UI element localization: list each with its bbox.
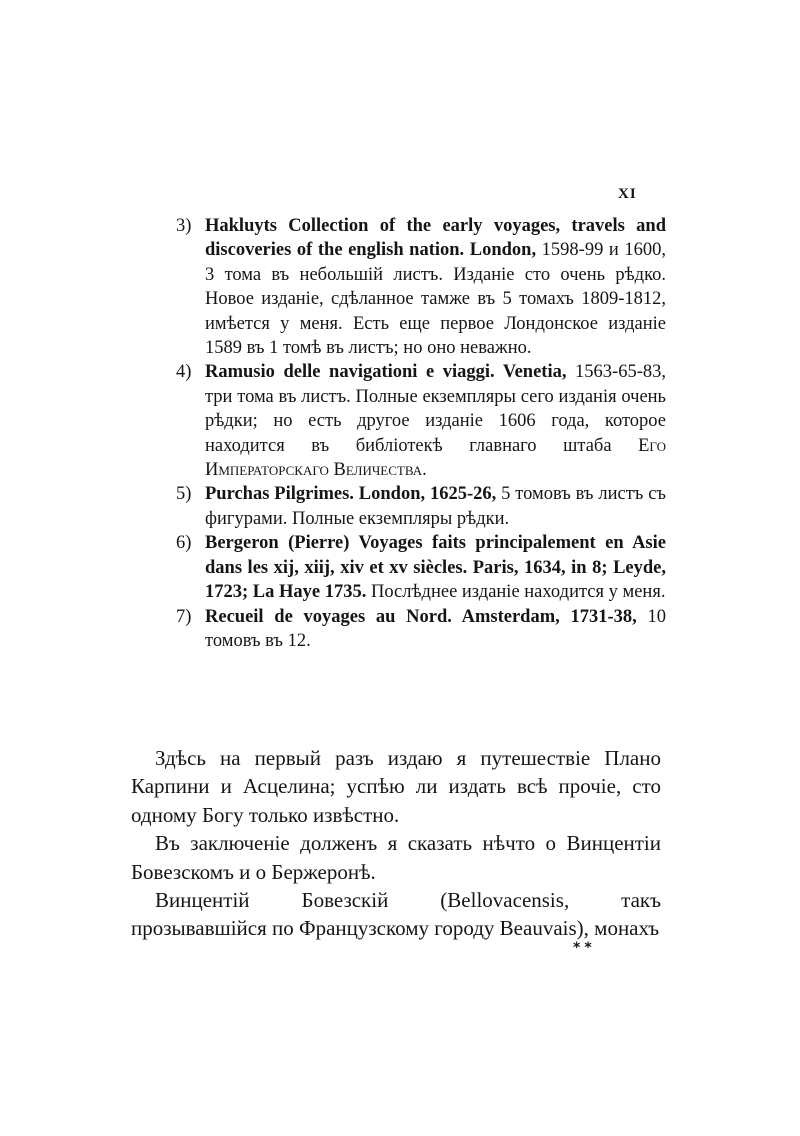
item-title: Purchas Pilgrimes. London, 1625-26,: [205, 484, 497, 505]
paragraph: Здѣсь на первый разъ издаю я путешествіе Плано Карпини и Асцелина; успѣю ли издать всѣ прочіе, сто одному Богу только извѣстно.: [131, 746, 661, 827]
item-number: 3): [176, 216, 192, 236]
bibliography-item-6: [176, 531, 666, 604]
item-title: Hakluyts Collection of the early voyages, travels and discoveries of the english nation. London,: [205, 216, 666, 261]
item-description: 1598-99 и 1600, 3 тома въ небольшій листъ. Изданіе сто очень рѣдко. Новое изданіе, сдѣланное тамже въ 5 томахъ 1809-1812, имѣется у меня. Есть еще первое Лондонское изданіе 1589 въ 1 томѣ въ листъ; но оно неважно.: [205, 240, 666, 359]
paragraph: Въ заключеніе долженъ я сказать нѣчто о Винцентіи Бовезскомъ и о Бержеронѣ.: [131, 831, 661, 884]
item-smallcaps: Его Императорскаго Величества.: [205, 435, 666, 481]
signature-mark: **: [573, 940, 596, 956]
item-number: 5): [176, 484, 192, 505]
item-description: 1563-65-83, три тома въ листъ. Полные екземпляры сего изданія очень рѣдки; но есть другое изданіе 1606 года, которое находится въ библіотекѣ главнаго штаба: [205, 362, 666, 456]
bibliography-item-4: [176, 360, 666, 482]
item-title: Recueil de voyages au Nord. Amsterdam, 1731-38,: [205, 606, 637, 627]
item-title: Bergeron (Pierre) Voyages faits principalement en Asie dans les xij, xiij, xiv et xv siècles. Paris, 1634, in 8; Leyde, 1723; La Haye 1735.: [205, 533, 666, 603]
bibliography-list: [176, 214, 666, 653]
paragraph: Винцентій Бовезскій (Bellovacensis, такъ прозывавшійся по Французскому городу Beauvais), монахъ: [131, 888, 661, 941]
bibliography-item-7: [176, 605, 666, 654]
item-description: 5 томовъ въ листъ съ фигурами. Полные екземпляры рѣдки.: [205, 484, 666, 529]
item-title: Ramusio delle navigationi e viaggi. Venetia,: [205, 362, 567, 383]
item-description: 10 томовъ въ 12.: [205, 606, 667, 651]
bibliography-item-5: [176, 482, 666, 531]
bibliography-item-3: [176, 214, 666, 360]
body-text: [131, 744, 661, 943]
item-number: 6): [176, 533, 192, 554]
item-number: 4): [176, 362, 192, 383]
page-number: XI: [618, 186, 637, 202]
item-number: 7): [176, 606, 192, 627]
item-description: Послѣднее изданіе находится у меня.: [370, 582, 666, 603]
